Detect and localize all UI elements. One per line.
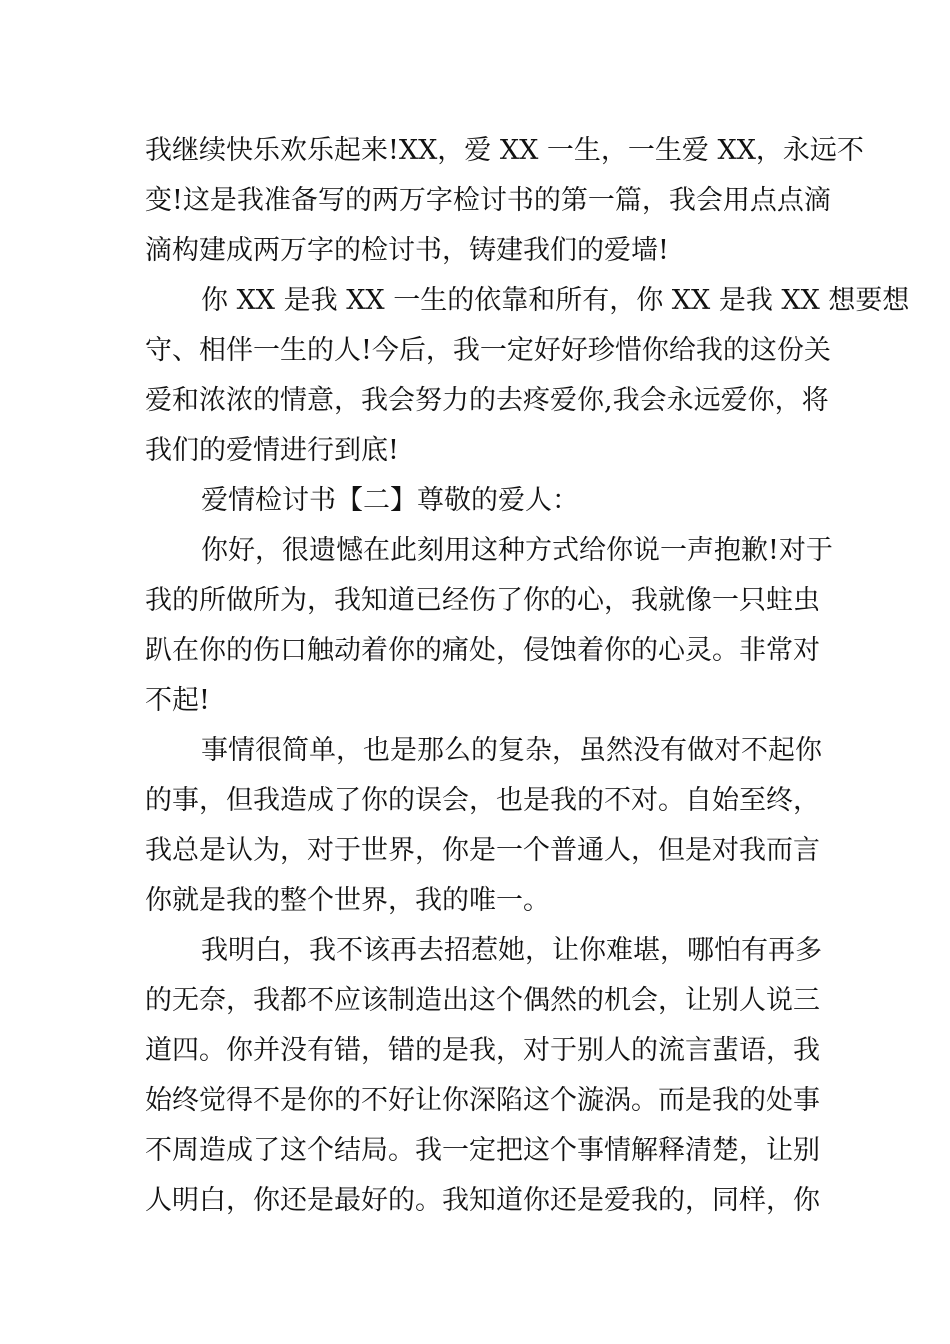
section-heading: 爱情检讨书【二】尊敬的爱人： — [201, 485, 579, 516]
text-line: 不周造成了这个结局。我一定把这个事情解释清楚，让别 — [145, 1135, 820, 1166]
text-line: 趴在你的伤口触动着你的痛处，侵蚀着你的心灵。非常对 — [145, 635, 820, 666]
text-line: 的无奈，我都不应该制造出这个偶然的机会，让别人说三 — [145, 985, 820, 1016]
paragraph-start-line: 事情很简单，也是那么的复杂，虽然没有做对不起你 — [201, 735, 822, 766]
text-line: 道四。你并没有错，错的是我，对于别人的流言蜚语，我 — [145, 1035, 820, 1066]
document-body — [145, 126, 910, 1226]
text-line: 不起! — [145, 685, 210, 716]
paragraph-start-line: 我明白，我不该再去招惹她，让你难堪，哪怕有再多 — [201, 935, 822, 966]
text-line: 我继续快乐欢乐起来!XX，爱 XX 一生，一生爱 XX，永远不 — [145, 135, 864, 166]
text-line: 变!这是我准备写的两万字检讨书的第一篇，我会用点点滴 — [145, 185, 831, 216]
text-line: 你就是我的整个世界，我的唯一。 — [145, 885, 550, 916]
text-line: 我总是认为，对于世界，你是一个普通人，但是对我而言 — [145, 835, 820, 866]
text-line: 始终觉得不是你的不好让你深陷这个漩涡。而是我的处事 — [145, 1085, 820, 1116]
text-line: 人明白，你还是最好的。我知道你还是爱我的，同样，你 — [145, 1185, 820, 1216]
text-line: 我的所做所为，我知道已经伤了你的心，我就像一只蛀虫 — [145, 585, 820, 616]
text-line: 的事，但我造成了你的误会，也是我的不对。自始至终， — [145, 785, 820, 816]
text-line: 守、相伴一生的人!今后，我一定好好珍惜你给我的这份关 — [145, 335, 831, 366]
paragraph-start-line: 你好，很遗憾在此刻用这种方式给你说一声抱歉!对于 — [201, 535, 833, 566]
text-line: 我们的爱情进行到底! — [145, 435, 399, 466]
paragraph-start-line: 你 XX 是我 XX 一生的依靠和所有，你 XX 是我 XX 想要想 — [201, 285, 910, 316]
text-line: 爱和浓浓的情意，我会努力的去疼爱你,我会永远爱你，将 — [145, 385, 829, 416]
text-line: 滴构建成两万字的检讨书，铸建我们的爱墙! — [145, 235, 669, 266]
